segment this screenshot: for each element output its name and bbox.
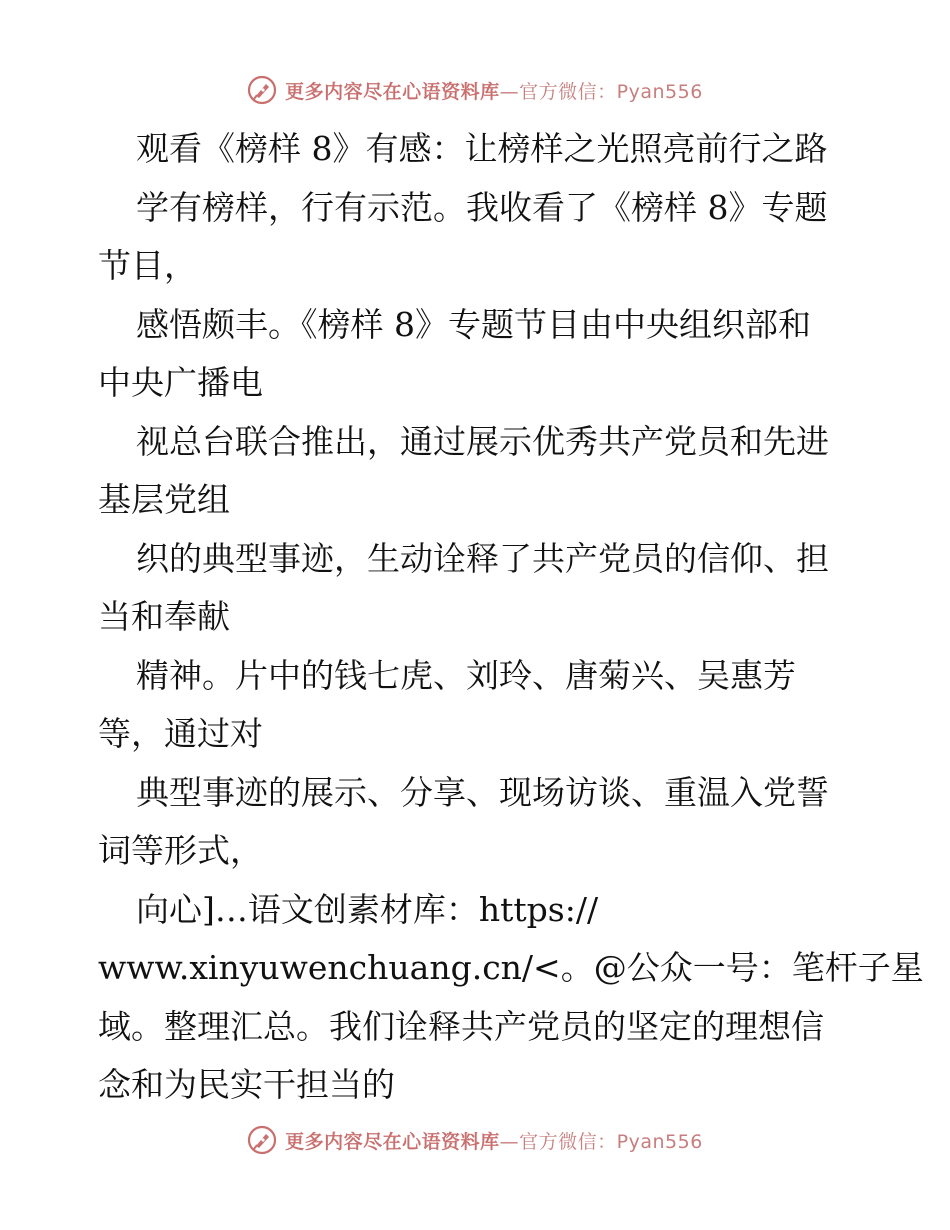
footer-banner-main: 更多内容尽在心语资料库 xyxy=(285,1130,500,1153)
paragraph-line: 节目， xyxy=(98,246,197,285)
paragraph-line: 基层党组 xyxy=(98,480,230,519)
pen-nib-logo-icon xyxy=(247,75,277,105)
document-title: 观看《榜样 8》有感：让榜样之光照亮前行之路 xyxy=(136,129,828,168)
paragraph-line: 精神。片中的钱七虎、刘玲、唐菊兴、吴惠芳 xyxy=(136,655,796,695)
paragraph-line: 感悟颇丰。《榜样 8》专题节目由中央组织部和 xyxy=(136,304,811,344)
paragraph-line: 当和奉献 xyxy=(98,597,230,636)
paragraph-line: 学有榜样，行有示范。我收看了《榜样 8》专题 xyxy=(136,187,828,227)
paragraph-line: 向心]…语文创素材库：https:// xyxy=(136,889,599,929)
footer-banner-contact: 官方微信：Pyan556 xyxy=(519,1130,703,1153)
header-banner-main: 更多内容尽在心语资料库 xyxy=(285,80,500,103)
paragraph-line: 织的典型事迹，生动诠释了共产党员的信仰、担 xyxy=(136,538,829,578)
document-body xyxy=(98,120,924,1115)
paragraph-line: 等，通过对 xyxy=(98,714,263,753)
footer-banner-separator: — xyxy=(499,1130,520,1153)
paragraph-line: 念和为民实干担当的 xyxy=(98,1065,395,1104)
footer-banner-text xyxy=(285,1127,703,1154)
header-banner xyxy=(0,70,950,110)
paragraph-line: 典型事迹的展示、分享、现场访谈、重温入党誓 xyxy=(136,772,829,812)
paragraph-line: 中央广播电 xyxy=(98,363,263,402)
paragraph-line: 视总台联合推出，通过展示优秀共产党员和先进 xyxy=(136,421,829,461)
pen-nib-logo-icon xyxy=(247,1125,277,1155)
header-banner-separator: — xyxy=(499,80,520,103)
paragraph-line: 词等形式， xyxy=(98,831,263,870)
paragraph-line: www.xinyuwenchuang.cn/<。@公众一号：笔杆子星 xyxy=(98,948,924,987)
header-banner-contact: 官方微信：Pyan556 xyxy=(519,80,703,103)
header-banner-text xyxy=(285,77,703,104)
paragraph-line: 域。整理汇总。我们诠释共产党员的坚定的理想信 xyxy=(98,1006,824,1046)
footer-banner xyxy=(0,1120,950,1160)
